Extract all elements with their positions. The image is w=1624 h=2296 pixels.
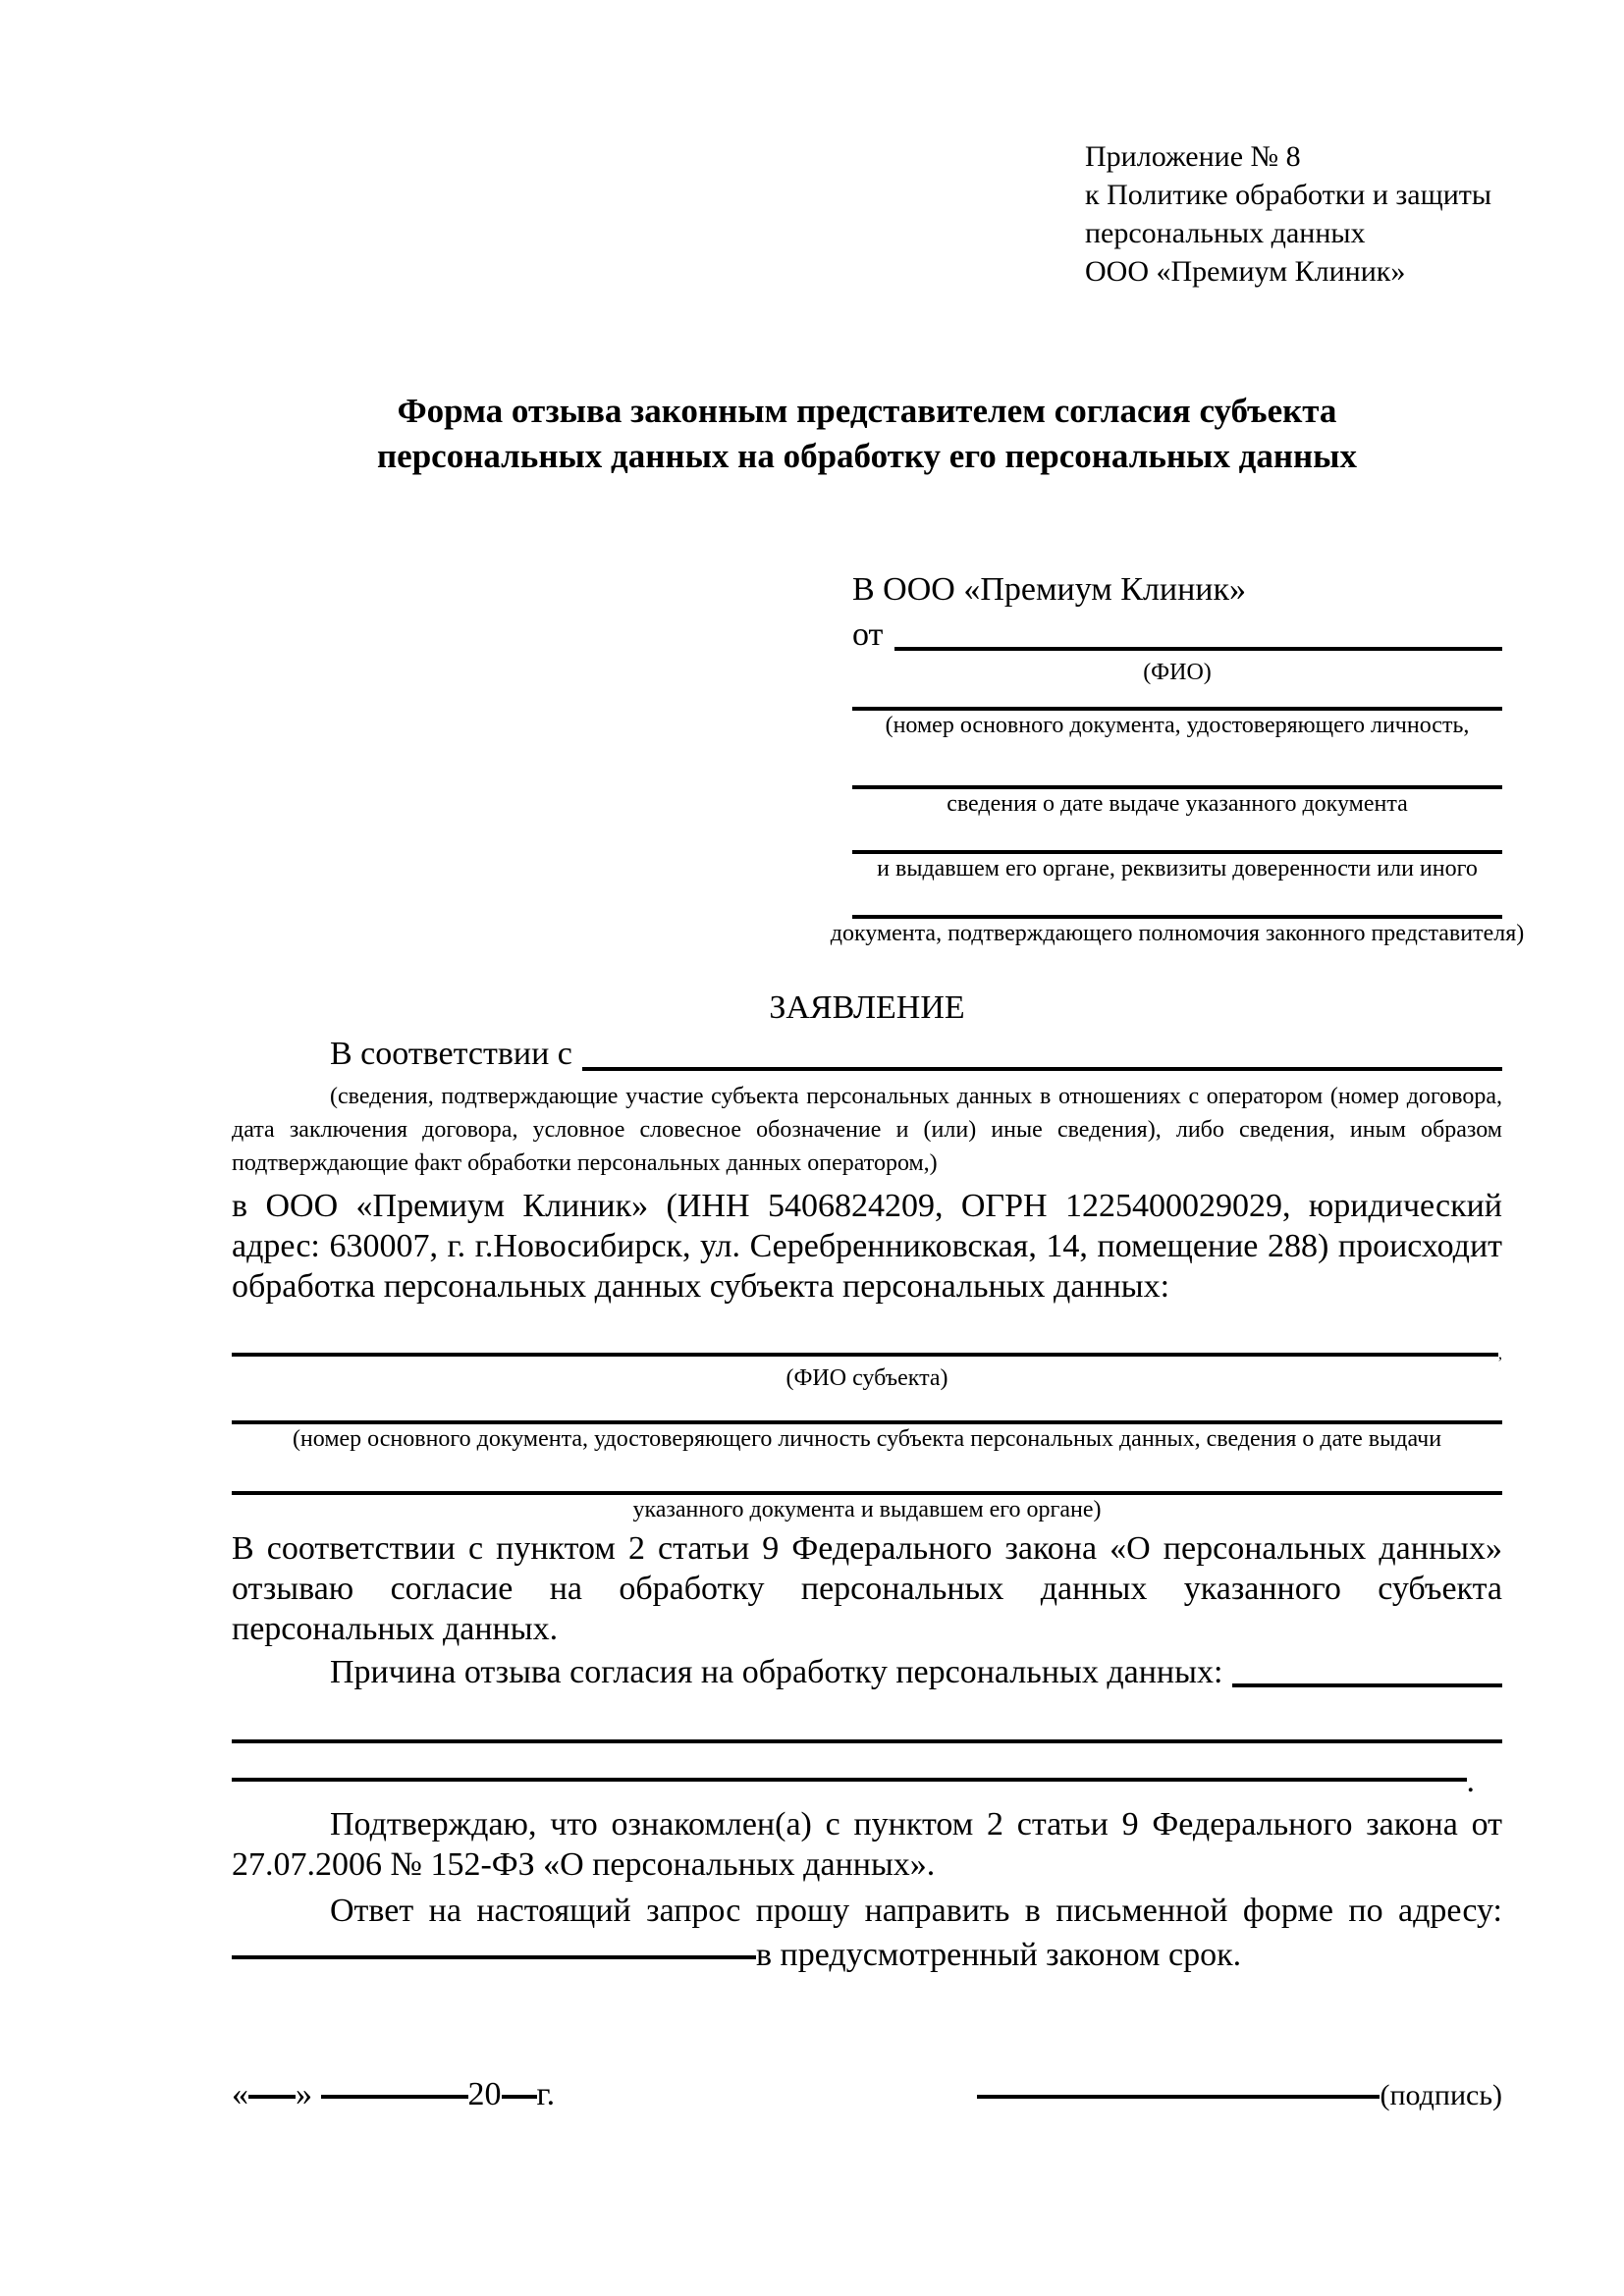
reason-row (232, 1651, 1502, 1694)
reason-blank-line-2 (232, 1778, 1467, 1782)
year-prefix: 20 (467, 2076, 502, 2112)
date-close-quote: » (296, 2076, 312, 2112)
addressee-to: В ООО «Премиум Клиник» (852, 571, 1247, 608)
reason-blank-line-1 (232, 1739, 1502, 1743)
withdraw-paragraph: В соответствии с пунктом 2 статьи 9 Федерального закона «О персональных данных» отзываю согласие на обработку персональных данных указанного субъекта персональных данных. (232, 1530, 1502, 1647)
representative-document-issue-date-caption: сведения о дате выдаче указанного документа (947, 791, 1408, 817)
subject-fio-field-line (232, 1353, 1498, 1357)
addressee-block (830, 567, 1525, 946)
appendix-note-line-2: к Политике обработки и защиты (1085, 179, 1492, 211)
month-field-line (321, 2095, 468, 2099)
signature-caption: (подпись) (1380, 2079, 1502, 2111)
from-row (852, 613, 1502, 658)
representative-authority-document-field (830, 915, 1525, 946)
representative-document-authority-field-line (852, 850, 1502, 854)
confirm-paragraph: Подтверждаю, что ознакомлен(а) с пунктом 2 статьи 9 Федерального закона от 27.07.2006 № 152-ФЗ «О персональных данных». (232, 1806, 1502, 1883)
subject-fio-trailing-comma: , (1498, 1346, 1502, 1362)
representative-authority-document-field-line (852, 915, 1502, 919)
subject-document-caption-1: (номер основного документа, удостоверяющего личность субъекта персональных данных, сведения о дате выдачи (292, 1426, 1442, 1452)
representative-fio-field-line (894, 647, 1502, 651)
representative-document-number-field-line (852, 707, 1502, 711)
document-title-line-2: персональных данных на обработку его персональных данных (377, 437, 1357, 475)
representative-document-number-field (852, 707, 1502, 738)
representative-fio-caption: (ФИО) (1143, 660, 1212, 685)
signature-line (977, 2095, 1380, 2099)
subject-document-caption-2: указанного документа и выдавшем его органе) (632, 1497, 1102, 1522)
from-label: от (852, 616, 884, 653)
representative-authority-document-caption: документа, подтверждающего полномочия законного представителя) (830, 921, 1525, 946)
reply-prefix: Ответ на настоящий запрос прошу направить в письменной форме по адресу: (330, 1893, 1502, 1929)
operator-paragraph: в ООО «Премиум Клиник» (ИНН 5406824209, ОГРН 1225400029029, юридический адрес: 630007, г. г.Новосибирск, ул. Серебренниковская, 14, помещение 288) происходит обработка персональных данных субъекта персональных данных: (232, 1188, 1502, 1305)
year-suffix: г. (536, 2076, 556, 2112)
date-open-quote: « (232, 2076, 248, 2112)
subject-document-field-line-1 (232, 1420, 1502, 1424)
reason-label: Причина отзыва согласия на обработку персональных данных: (330, 1654, 1223, 1690)
subject-fio-row (232, 1346, 1502, 1363)
subject-fio-caption: (ФИО субъекта) (785, 1365, 948, 1391)
intro-caption: (сведения, подтверждающие участие субъекта персональных данных в отношениях с оператором (номер договора, дата заключения договора, условное словесное обозначение и (или) иные сведения), либо сведения, иным образом подтверждающие факт обработки персональных данных оператором,) (232, 1084, 1502, 1176)
reply-suffix: в предусмотренный законом срок. (756, 1937, 1242, 1973)
representative-document-authority-caption: и выдавшем его органе, реквизиты доверенности или иного (877, 856, 1478, 881)
signature-field (977, 2076, 1502, 2113)
reason-trailing-period: . (1466, 1763, 1475, 1799)
reply-row (232, 1933, 1502, 1978)
document-title (232, 389, 1502, 479)
intro-prefix: В соответствии с (330, 1036, 572, 1072)
subject-document-field-line-2 (232, 1491, 1502, 1495)
representative-document-issue-date-field-line (852, 785, 1502, 789)
appendix-note-line-3: персональных данных (1085, 217, 1366, 249)
reason-blank-row-2 (232, 1763, 1502, 1799)
reason-field-line (1232, 1683, 1502, 1687)
appendix-note-line-4: ООО «Премиум Клиник» (1085, 255, 1406, 288)
representative-document-number-caption: (номер основного документа, удостоверяющего личность, (885, 713, 1470, 738)
appendix-note (1085, 137, 1502, 291)
relation-details-field-line (582, 1067, 1502, 1071)
document-title-line-1: Форма отзыва законным представителем согласия субъекта (397, 392, 1337, 430)
statement-heading: ЗАЯВЛЕНИЕ (769, 989, 965, 1026)
date-field (232, 2076, 555, 2113)
reply-address-field-line (232, 1955, 756, 1959)
representative-document-issue-date-field (852, 785, 1502, 817)
appendix-note-line-1: Приложение № 8 (1085, 140, 1301, 173)
representative-document-authority-field (852, 850, 1502, 881)
intro-row (232, 1031, 1502, 1078)
year-field-line (502, 2095, 537, 2099)
day-field-line (248, 2095, 296, 2099)
footer-row (232, 2076, 1502, 2113)
